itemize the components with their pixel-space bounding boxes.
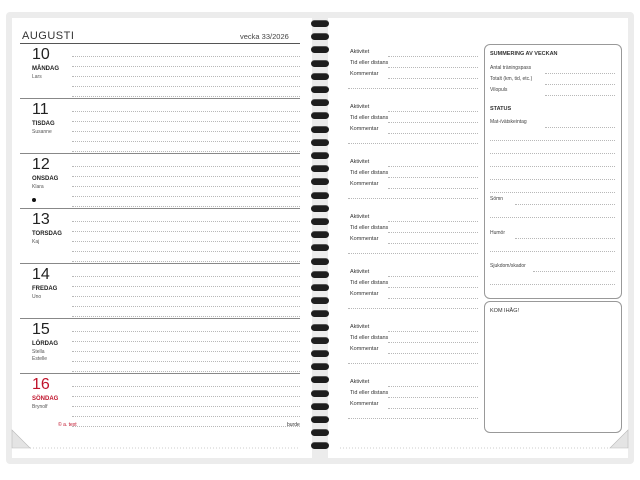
day-number: 10 [32, 46, 50, 63]
summary-field-sessions: Antal träningspass [490, 65, 532, 71]
activity-label: Tid eller distans [350, 170, 389, 176]
status-field-sleep: Sömn [490, 196, 504, 202]
name-day: Estelle [32, 356, 48, 362]
day-number: 14 [32, 266, 50, 283]
name-day: Kaj [32, 239, 40, 245]
status-title: STATUS [490, 106, 512, 112]
name-day: Uno [32, 294, 42, 300]
status-field-mood: Humör [490, 230, 506, 236]
month-title: AUGUSTI [22, 30, 75, 42]
activity-label: Tid eller distans [350, 390, 389, 396]
day-name: TORSDAG [32, 231, 62, 237]
name-day: Klara [32, 184, 44, 190]
activity-label: Tid eller distans [350, 60, 389, 66]
day-number: 11 [32, 101, 49, 118]
day-number: 16 [32, 376, 50, 393]
activity-label: Tid eller distans [350, 335, 389, 341]
activity-label: Aktivitet [350, 269, 370, 275]
day-name: TISDAG [32, 121, 55, 127]
status-field-injury: Sjukdom/skador [490, 263, 526, 269]
name-day: Susanne [32, 129, 52, 135]
day-number: 12 [32, 156, 50, 173]
week-label: vecka 33/2026 [240, 32, 289, 41]
activity-label: Kommentar [350, 126, 379, 132]
activity-label: Aktivitet [350, 324, 370, 330]
remember-title: KOM IHÅG! [490, 308, 520, 314]
day-number: 13 [32, 211, 50, 228]
activity-label: Aktivitet [350, 379, 370, 385]
day-name: SÖNDAG [32, 396, 59, 402]
activity-label: Tid eller distans [350, 225, 389, 231]
activity-label: Tid eller distans [350, 280, 389, 286]
day-name: LÖRDAG [32, 341, 58, 347]
activity-label: Kommentar [350, 401, 379, 407]
status-field-food: Mat-/vätskeintag [490, 119, 527, 125]
activity-label: Aktivitet [350, 159, 370, 165]
name-day: Brynolf [32, 404, 48, 410]
activity-label: Kommentar [350, 181, 379, 187]
name-day: Stella [32, 349, 45, 355]
day-name: ONSDAG [32, 176, 59, 182]
activity-label: Kommentar [350, 346, 379, 352]
activity-label: Aktivitet [350, 214, 370, 220]
activity-label: Kommentar [350, 291, 379, 297]
activity-label: Aktivitet [350, 104, 370, 110]
day-name: MÅNDAG [32, 66, 59, 72]
footer-note-right: burde [287, 422, 300, 428]
activity-label: Kommentar [350, 236, 379, 242]
summary-title: SUMMERING AV VECKAN [490, 51, 558, 57]
footer-note-left: © a. text [58, 422, 77, 428]
day-number: 15 [32, 321, 50, 338]
summary-field-total: Totalt (km, tid, etc.) [490, 76, 533, 82]
summary-field-restpulse: Vilopuls [490, 87, 508, 93]
day-name: FREDAG [32, 286, 58, 292]
activity-label: Kommentar [350, 71, 379, 77]
activity-label: Tid eller distans [350, 115, 389, 121]
activity-label: Aktivitet [350, 49, 370, 55]
name-day: Lars [32, 74, 42, 80]
